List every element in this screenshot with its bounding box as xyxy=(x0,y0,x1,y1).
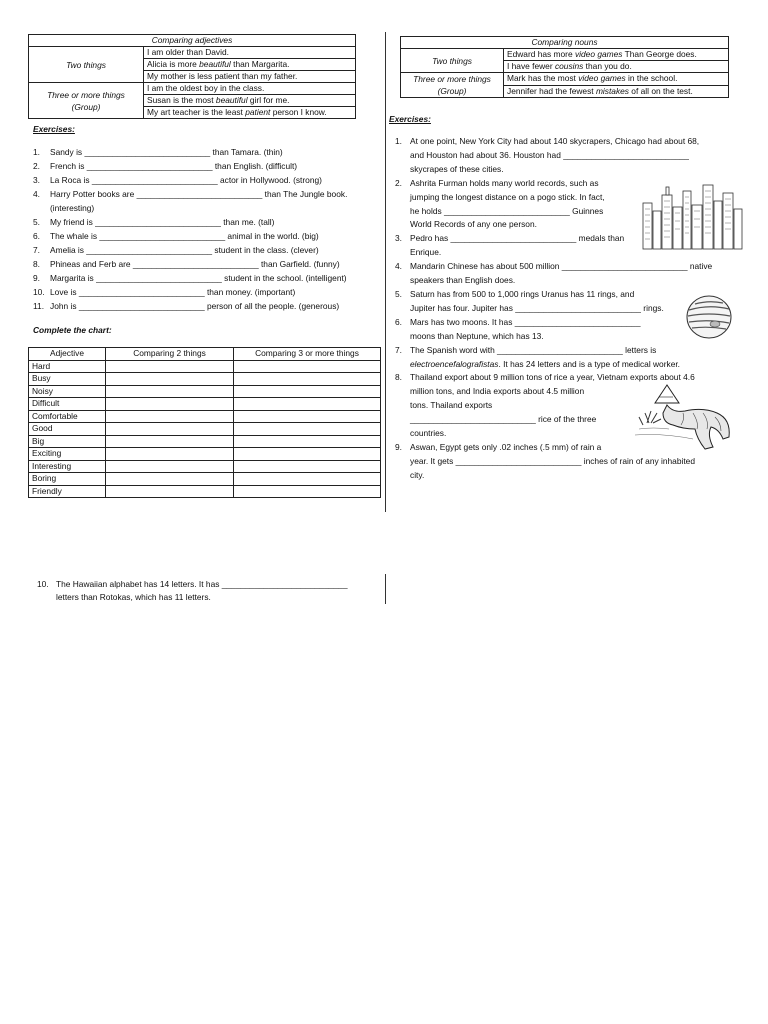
example-text: Mark has the most xyxy=(507,73,579,84)
example-emphasis: video games xyxy=(574,49,623,59)
exercise-line: Aswan, Egypt gets only .02 inches (.5 mm) of rain a xyxy=(410,441,602,452)
exercise-line: and Houston had about 36. Houston had ___________________________ xyxy=(410,149,689,160)
exercise-number: 11. xyxy=(33,301,45,311)
exercise-item xyxy=(33,145,347,159)
exercise-number: 7. xyxy=(395,344,402,355)
planet-illustration xyxy=(685,294,733,340)
exercise-number: 1. xyxy=(395,136,402,146)
example-text: of all on the test. xyxy=(628,85,693,96)
table-row xyxy=(401,49,729,61)
chart-cell-3-things[interactable] xyxy=(234,460,381,473)
exercise-item xyxy=(33,299,347,313)
example-text: I have fewer xyxy=(507,61,555,71)
column-divider xyxy=(385,574,386,604)
example-text: Alicia is more xyxy=(147,59,200,69)
exercise-line: moons than Neptune, which has 13. xyxy=(410,330,544,341)
chart-adjective: Big xyxy=(29,435,106,448)
left-exercise-list xyxy=(33,145,347,313)
exercise-number: 4. xyxy=(395,261,402,272)
exercise-number: 2. xyxy=(395,177,402,188)
exercise-item xyxy=(33,257,347,271)
exercise-line: Jupiter has four. Jupiter has ___________________________ rings. xyxy=(410,302,664,313)
exercise-item xyxy=(33,201,347,215)
table-row xyxy=(29,47,356,59)
chart-cell-2-things[interactable] xyxy=(106,385,234,398)
exercise-text: My friend is ___________________________ than me. (tall) xyxy=(50,217,275,227)
chart-adjective: Exciting xyxy=(29,448,106,461)
group-label: Three or more things (Group) xyxy=(29,83,144,119)
exercise-number: 8. xyxy=(33,259,40,269)
example-text: Than George does. xyxy=(622,49,697,59)
chart-header: Adjective xyxy=(29,348,106,361)
example-emphasis: beautiful xyxy=(215,95,248,105)
chart-row xyxy=(29,448,381,461)
exercise-number: 4. xyxy=(33,189,40,199)
chart-cell-2-things[interactable] xyxy=(106,473,234,486)
exercise-number: 5. xyxy=(395,288,402,299)
chart-cell-3-things[interactable] xyxy=(234,485,381,498)
chart-cell-2-things[interactable] xyxy=(106,410,234,423)
chart-adjective: Comfortable xyxy=(29,410,106,423)
chart-adjective: Good xyxy=(29,423,106,436)
exercise-text: Love is ___________________________ than money. (important) xyxy=(50,287,296,297)
exercise-number: 8. xyxy=(395,372,402,383)
exercise-line: The Spanish word with ___________________________ letters is xyxy=(410,344,657,355)
example-emphasis: patient xyxy=(245,107,271,117)
example-emphasis: video games xyxy=(578,73,626,84)
left-exercises-title: Exercises: xyxy=(33,124,75,134)
exercise-line: city. xyxy=(410,469,425,480)
exercise-text: John is ___________________________ person of all the people. (generous) xyxy=(50,301,340,311)
exercise-item xyxy=(390,288,735,316)
exercise-number: 6. xyxy=(33,231,40,241)
chart-row xyxy=(29,398,381,411)
chart-cell-3-things[interactable] xyxy=(234,448,381,461)
exercise-line: Thailand export about 9 million tons of rice a year, Vietnam exports about 4.6 xyxy=(410,372,695,383)
exercise-text: The whale is ___________________________ animal in the world. (big) xyxy=(50,231,319,241)
exercise-line: letters than Rotokas, which has 11 letters. xyxy=(56,592,211,602)
exercise-line: countries. xyxy=(410,428,447,439)
exercise-number: 9. xyxy=(395,441,402,452)
chart-cell-2-things[interactable] xyxy=(106,460,234,473)
exercise-line: jumping the longest distance on a pogo stick. In fact, xyxy=(410,191,605,202)
exercise-line: Saturn has from 500 to 1,000 rings Uranus has 11 rings, and xyxy=(410,288,635,299)
exercise-item xyxy=(33,285,347,299)
exercise-item xyxy=(33,173,347,187)
exercise-line: tons. Thailand exports xyxy=(410,400,493,411)
exercise-text: Margarita is ___________________________ student in the school. (intelligent) xyxy=(50,273,347,283)
chart-cell-2-things[interactable] xyxy=(106,448,234,461)
comparing-nouns-table xyxy=(400,36,729,98)
city-skyline-illustration xyxy=(641,181,744,250)
chart-title: Complete the chart: xyxy=(33,325,112,335)
chart-adjective: Busy xyxy=(29,373,106,386)
exercise-item xyxy=(33,243,347,257)
exercise-item xyxy=(33,215,347,229)
exercise-line: Pedro has ___________________________ medals than xyxy=(410,233,625,244)
right-exercises-title: Exercises: xyxy=(389,114,431,124)
chart-row xyxy=(29,435,381,448)
example-emphasis: mistakes xyxy=(595,85,629,96)
exercise-item xyxy=(33,271,347,285)
exercise-text: French is ___________________________ than English. (difficult) xyxy=(50,161,298,171)
exercise-line: At one point, New York City had about 140 skycrapers, Chicago had about 68, xyxy=(410,136,700,146)
exercise-line: Mars has two moons. It has ___________________________ xyxy=(410,316,641,327)
chart-adjective: Difficult xyxy=(29,398,106,411)
example-text: person I know. xyxy=(270,107,327,117)
chart-row xyxy=(29,373,381,386)
exercise-line: million tons, and India exports about 4.5 million xyxy=(410,386,585,397)
exercise-line: Ashrita Furman holds many world records, such as xyxy=(410,177,599,188)
chart-cell-3-things[interactable] xyxy=(234,398,381,411)
exercise-line: Mandarin Chinese has about 500 million ___________________________ native xyxy=(410,261,713,272)
example-text: than Margarita. xyxy=(230,59,290,69)
chart-cell-2-things[interactable] xyxy=(106,485,234,498)
example-text: Jennifer had the fewest xyxy=(507,85,596,96)
chart-cell-3-things[interactable] xyxy=(234,360,381,373)
exercise-text: Phineas and Ferb are ___________________________ than Garfield. (funny) xyxy=(50,259,340,269)
table-row xyxy=(29,83,356,95)
chart-row xyxy=(29,423,381,436)
example-text: My art teacher is the least xyxy=(147,107,246,117)
exercise-line: speakers than English does. xyxy=(410,275,516,286)
chart-adjective: Friendly xyxy=(29,485,106,498)
exercise-line: The Hawaiian alphabet has 14 letters. It has ___________________________ xyxy=(56,579,348,589)
exercise-text: Harry Potter books are ___________________________ than The Jungle book. xyxy=(50,189,348,199)
exercise-number: 7. xyxy=(33,245,40,255)
exercise-number: 9. xyxy=(33,273,40,283)
exercise-line: year. It gets ___________________________ inches of rain of any inhabited xyxy=(410,455,695,466)
exercise-number: 3. xyxy=(395,233,402,244)
table-title: Comparing nouns xyxy=(401,37,729,49)
exercise-item xyxy=(390,260,735,288)
chart-row xyxy=(29,385,381,398)
exercise-item xyxy=(33,229,347,243)
chart-cell-3-things[interactable] xyxy=(234,423,381,436)
chart-row xyxy=(29,485,381,498)
rice-farmer-illustration xyxy=(633,383,743,453)
group-label: Two things xyxy=(29,47,144,83)
exercise-line: skycrapes of these cities. xyxy=(410,163,504,174)
example-text: I am the oldest boy in the class. xyxy=(147,83,265,93)
exercise-line: he holds ___________________________ Guinnes xyxy=(410,205,604,216)
example-text: girl for me. xyxy=(247,95,290,105)
chart-cell-2-things[interactable] xyxy=(106,398,234,411)
chart-header: Comparing 3 or more things xyxy=(234,348,381,361)
chart-adjective: Interesting xyxy=(29,460,106,473)
chart-adjective: Hard xyxy=(29,360,106,373)
chart-row xyxy=(29,410,381,423)
chart-cell-2-things[interactable] xyxy=(106,435,234,448)
chart-row xyxy=(29,460,381,473)
chart-cell-3-things[interactable] xyxy=(234,373,381,386)
exercise-number: 10. xyxy=(33,287,45,297)
chart-adjective: Boring xyxy=(29,473,106,486)
exercise-number: 10. xyxy=(37,579,49,589)
chart-cell-3-things[interactable] xyxy=(234,385,381,398)
chart-adjective: Noisy xyxy=(29,385,106,398)
exercise-number: 5. xyxy=(33,217,40,227)
exercise-line: World Records of any one person. xyxy=(410,219,537,230)
chart-header: Comparing 2 things xyxy=(106,348,234,361)
exercise-item xyxy=(33,159,347,173)
table-title: Comparing adjectives xyxy=(29,35,356,47)
chart-cell-2-things[interactable] xyxy=(106,373,234,386)
example-text: My mother is less patient than my father. xyxy=(147,71,298,81)
example-text: Edward has more xyxy=(507,49,575,59)
exercise-text: (interesting) xyxy=(50,203,95,213)
exercise-line: Enrique. xyxy=(410,247,442,258)
exercise-line: ___________________________ rice of the three xyxy=(410,414,597,425)
table-row xyxy=(401,73,729,86)
exercise-text: Amelia is ___________________________ student in the class. (clever) xyxy=(50,245,319,255)
chart-cell-3-things[interactable] xyxy=(234,473,381,486)
example-emphasis: beautiful xyxy=(199,59,231,69)
comparing-adjectives-table xyxy=(28,34,356,119)
example-text: than you do. xyxy=(583,61,632,71)
chart-cell-2-things[interactable] xyxy=(106,423,234,436)
exercise-item xyxy=(390,316,735,344)
column-divider xyxy=(385,32,386,512)
exercise-number: 3. xyxy=(33,175,40,185)
exercise-number: 2. xyxy=(33,161,40,171)
example-text: I am older than David. xyxy=(147,47,229,57)
chart-cell-2-things[interactable] xyxy=(106,360,234,373)
exercise-line: electroencefalografistas. It has 24 letters and is a type of medical worker. xyxy=(410,358,680,369)
exercise-number: 1. xyxy=(33,147,40,157)
example-emphasis: cousins xyxy=(554,61,584,71)
exercise-item xyxy=(33,187,347,201)
exercise-text: La Roca is ___________________________ actor in Hollywood. (strong) xyxy=(50,175,322,185)
chart-row xyxy=(29,473,381,486)
exercise-item xyxy=(390,135,735,177)
adjective-chart xyxy=(28,347,381,498)
chart-cell-3-things[interactable] xyxy=(234,410,381,423)
exercise-number: 6. xyxy=(395,316,402,327)
exercise-10-hawaiian xyxy=(37,578,348,604)
exercise-item xyxy=(390,344,735,372)
chart-row xyxy=(29,360,381,373)
group-label: Two things xyxy=(401,49,504,73)
chart-header-row xyxy=(29,348,381,361)
example-text: Susan is the most xyxy=(147,95,216,105)
chart-cell-3-things[interactable] xyxy=(234,435,381,448)
example-text: in the school. xyxy=(625,73,678,84)
group-label: Three or more things (Group) xyxy=(401,73,504,98)
exercise-text: Sandy is ___________________________ than Tamara. (thin) xyxy=(50,147,283,157)
